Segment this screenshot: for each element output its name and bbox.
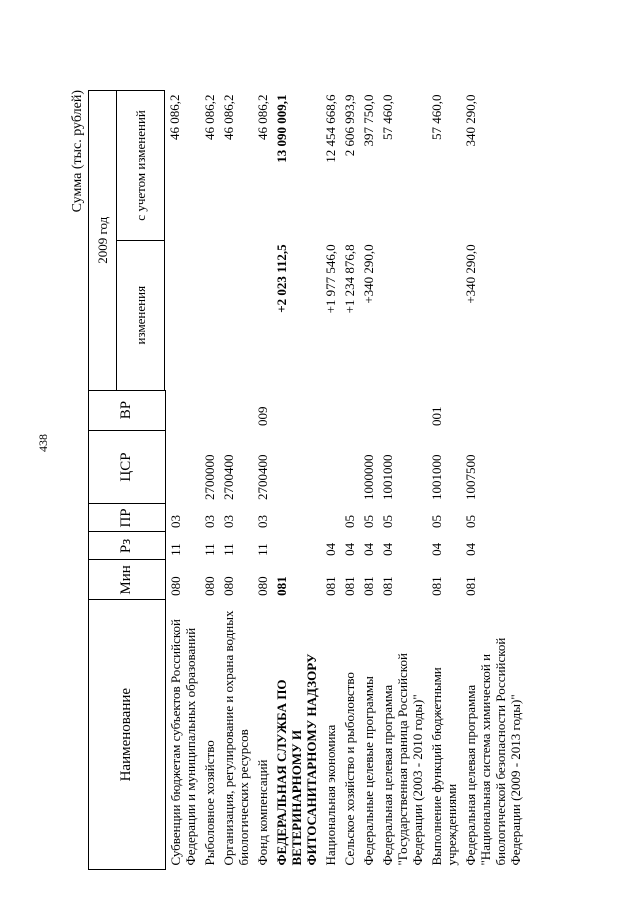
- cell-change: [378, 240, 427, 390]
- cell-pr: 03: [167, 514, 183, 528]
- cell-change: +2 023 112,5: [273, 244, 289, 313]
- cell-rz: 11: [201, 543, 217, 556]
- page-number: 438: [36, 434, 50, 452]
- cell-change: +1 234 876,8: [341, 244, 357, 314]
- table-row: [219, 91, 253, 870]
- cell-total: 397 750,0: [360, 94, 376, 147]
- cell-pr: 05: [341, 514, 357, 528]
- cell-name: Сельское хозяйство и рыболовство: [341, 672, 357, 866]
- budget-table: [88, 90, 525, 870]
- cell-change: [165, 240, 200, 390]
- cell-name: Федеральная целевая программа "Государственная граница Российской Федерации (2003 - 2010 годы)": [379, 653, 425, 866]
- cell-change: +1 977 546,0: [322, 244, 338, 314]
- cell-csr: [165, 430, 200, 504]
- table-row: [272, 91, 321, 870]
- cell-vr: 009: [254, 406, 270, 427]
- cell-csr: 1007500: [462, 454, 478, 500]
- table-row: [321, 91, 340, 870]
- header-name: Наименование: [89, 600, 166, 870]
- cell-total: 57 460,0: [379, 94, 395, 140]
- table-row: [340, 91, 359, 870]
- cell-csr: [321, 430, 340, 504]
- cell-rz: 04: [428, 542, 444, 556]
- cell-change: +340 290,0: [360, 244, 376, 304]
- cell-vr: [321, 390, 340, 430]
- cell-name: ФЕДЕРАЛЬНАЯ СЛУЖБА ПО ВЕТЕРИНАРНОМУ И ФИТОСАНИТАРНОМУ НАДЗОРУ: [273, 653, 319, 866]
- cell-pr: 05: [360, 514, 376, 528]
- cell-vr: [272, 390, 321, 430]
- unit-label: Сумма (тыс. рублей): [70, 90, 85, 213]
- cell-vr: [200, 390, 219, 430]
- cell-pr: 05: [379, 514, 395, 528]
- cell-min: 081: [379, 576, 395, 596]
- cell-total: 46 086,2: [220, 94, 236, 140]
- cell-min: 081: [428, 576, 444, 596]
- cell-vr: [378, 390, 427, 430]
- cell-csr: 1000000: [360, 454, 376, 500]
- header-vr: ВР: [89, 390, 166, 430]
- table-row: [253, 91, 272, 870]
- cell-pr: 03: [201, 514, 217, 528]
- cell-csr: 2700400: [220, 454, 236, 500]
- cell-min: 080: [254, 576, 270, 596]
- cell-pr: [272, 504, 321, 532]
- cell-name: Федеральная целевая программа "Национальная система химической и биологической безопасности Российской Федерации (2009 - 2013 годы)": [462, 637, 523, 866]
- header-csr: ЦСР: [89, 430, 166, 504]
- header-pr: ПР: [89, 504, 166, 532]
- cell-csr: 1001000: [428, 454, 444, 500]
- cell-total: 12 454 668,6: [322, 94, 338, 163]
- cell-pr: 03: [254, 514, 270, 528]
- cell-min: 080: [167, 576, 183, 596]
- cell-min: 080: [201, 576, 217, 596]
- cell-rz: 11: [220, 543, 236, 556]
- cell-change: [219, 240, 253, 390]
- cell-total: 46 086,2: [201, 94, 217, 140]
- cell-rz: 04: [341, 542, 357, 556]
- cell-total: 46 086,2: [254, 94, 270, 140]
- header-min: Мин: [89, 560, 166, 600]
- cell-csr: [272, 430, 321, 504]
- cell-min: 081: [322, 576, 338, 596]
- cell-csr: 1001000: [379, 454, 395, 500]
- cell-min: 081: [360, 576, 376, 596]
- cell-rz: 04: [360, 542, 376, 556]
- cell-total: 57 460,0: [428, 94, 444, 140]
- cell-vr: [461, 390, 525, 430]
- cell-pr: 03: [220, 514, 236, 528]
- table-row: [427, 91, 461, 870]
- table-row: [378, 91, 427, 870]
- cell-vr: [219, 390, 253, 430]
- header-change: изменения: [117, 240, 165, 390]
- cell-total: 46 086,2: [167, 94, 182, 140]
- cell-rz: 11: [167, 543, 183, 556]
- cell-name: Рыболовное хозяйство: [201, 740, 217, 866]
- cell-total: 340 290,0: [462, 94, 478, 147]
- cell-change: [253, 240, 272, 390]
- cell-min: 081: [462, 576, 478, 596]
- cell-min: 081: [273, 576, 289, 596]
- cell-rz: 11: [254, 543, 270, 556]
- header-with-changes: с учетом изменений: [117, 91, 165, 241]
- cell-change: +340 290,0: [462, 244, 478, 304]
- cell-pr: [321, 504, 340, 532]
- cell-vr: [165, 390, 200, 430]
- cell-total: 2 606 993,9: [341, 94, 357, 157]
- cell-vr: 001: [428, 406, 444, 427]
- table-row: [461, 91, 525, 870]
- header-rz: Рз: [89, 532, 166, 560]
- table-row: [200, 91, 219, 870]
- table-row: [359, 91, 378, 870]
- cell-change: [427, 240, 461, 390]
- header-year: 2009 год: [89, 91, 117, 391]
- table-row: [165, 91, 200, 870]
- cell-pr: 05: [462, 514, 478, 528]
- cell-rz: 04: [462, 542, 478, 556]
- table-body: [165, 91, 525, 870]
- cell-name: Федеральные целевые программы: [360, 676, 376, 866]
- cell-total: 13 090 009,1: [273, 94, 289, 163]
- cell-min: 081: [341, 576, 357, 596]
- cell-vr: [340, 390, 359, 430]
- cell-rz: [272, 532, 321, 560]
- cell-rz: 04: [322, 542, 338, 556]
- cell-name: Фонд компенсаций: [254, 759, 270, 866]
- cell-name: Субвенции бюджетам субъектов Российской Федерации и муниципальных образований: [167, 619, 198, 866]
- cell-name: Выполнение функций бюджетными учреждениями: [428, 667, 459, 866]
- cell-min: 080: [220, 576, 236, 596]
- cell-rz: 04: [379, 542, 395, 556]
- cell-csr: 2700000: [201, 454, 217, 500]
- cell-name: Организация, регулирование и охрана водных биологических ресурсов: [220, 610, 251, 866]
- cell-pr: 05: [428, 514, 444, 528]
- cell-change: [200, 240, 219, 390]
- cell-csr: [340, 430, 359, 504]
- cell-vr: [359, 390, 378, 430]
- cell-name: Национальная экономика: [322, 724, 338, 866]
- cell-csr: 2700400: [254, 454, 270, 500]
- rotated-content: [68, 90, 568, 870]
